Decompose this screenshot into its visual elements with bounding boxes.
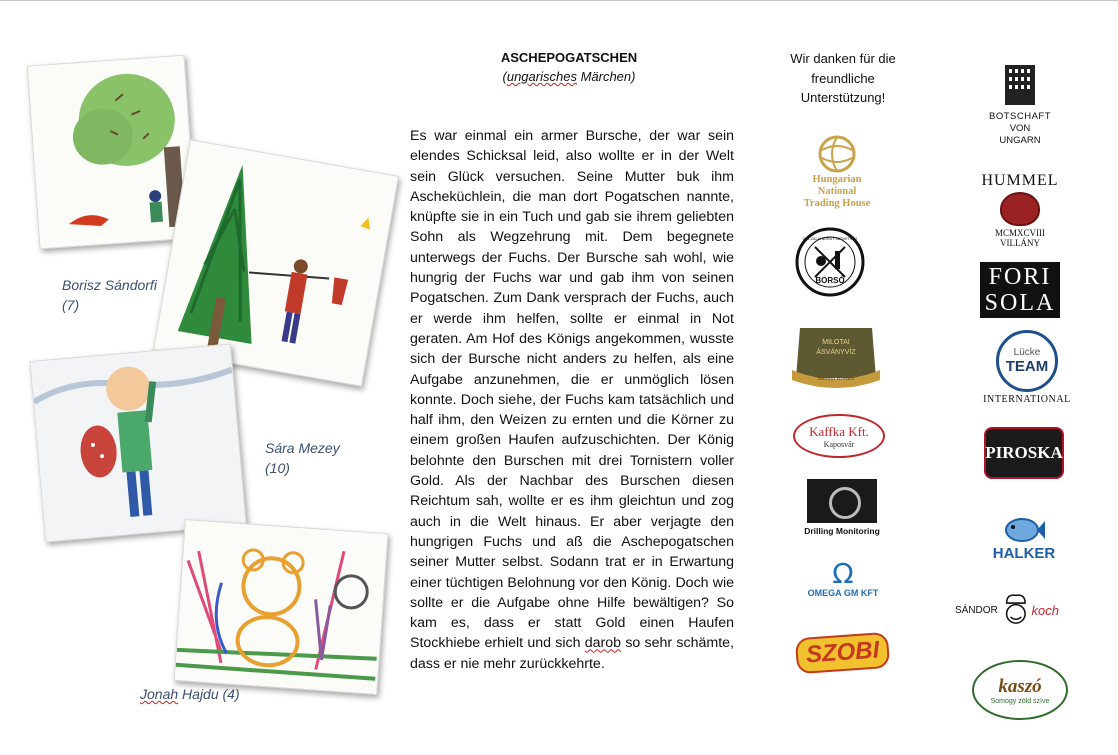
drawing-bear	[174, 519, 389, 695]
logo-botschaft-ungarn: BOTSCHAFT VON UNGARN	[978, 60, 1062, 150]
globe-icon	[817, 134, 857, 174]
story-text: Es war einmal ein armer Bursche, der war sein elendes Schicksal leid, also wollte er in der Welt sein Glück versuchen. Seine Mutter buk ihm Ascheküchlein, die man dort Pogatschen nannte, knüpfte sie in ein Tuch und gab sie ihrem geliebten Sohn als Wegzehrung mit. Dem begegnete unterwegs der Fuchs. Der Bursche sah wohl, wie hungrig der Fuchs war und gab ihm von seinen Pogatschen. Zum Dank versprach der Fuchs, auch er werde ihm helfen, sollte er einmal in Not geraten. Am Hof des Königs angekommen, wusste sich der Bursche nicht anders zu helfen, als eine Aufgabe anzunehmen, die er unmöglich lösen konnte. Doch siehe, der Fuchs kam tatsächlich und half ihm, den Weizen zu ernten und die Körner zu einem großen Haufen aufzuschichten. Der König belohnte den Burschen mit drei Tornistern voller Gold. Als der Nachbar des Burschen diesen Reichtum sah, wollte er es ihm gleichtun und zog auch in die Welt hinaus. Er aber verjagte den hungrigen Fuchs und aß die Aschepogatschen seiner Mutter selbst. Sodann trat er in Erwartung einer tüchtigen Belohnung vor den König. Doch wie sollte er die Aufgabe ohne Hilfe bewältigen? So kam es, dass er statt Gold einen Haufen Stockhiebe erhielt und sich darob so sehr schämte, dass er nie mehr zurückkehrte.	[410, 128, 734, 672]
logo-halker: HALKER	[984, 510, 1064, 566]
svg-text:MILOTAI: MILOTAI	[822, 339, 850, 346]
logo-lucke-team: Lücke TEAM INTERNATIONAL	[982, 328, 1072, 406]
artist-name: Borisz Sándorfi	[62, 277, 157, 293]
logo-fori-sola: FORI SOLA	[980, 262, 1060, 318]
top-border	[0, 0, 1118, 1]
drawing-tree-fox	[27, 55, 197, 250]
svg-text:BORSÓ: BORSÓ	[815, 276, 845, 285]
story-title: ASCHEPOGATSCHEN	[500, 50, 638, 65]
logo-piroska: PIROSKA	[984, 426, 1064, 480]
caption-sara	[265, 438, 340, 478]
logo-kaffka: Kaffka Kft. Kaposvár	[793, 414, 885, 458]
svg-text:Szántai Kovács: Szántai Kovács	[817, 376, 855, 382]
caption-jonah	[140, 684, 240, 704]
chef-icon	[1002, 587, 1030, 633]
artist-age: (7)	[62, 297, 80, 313]
svg-text:DÉL-ZALAI BORÚT SZÖVETSÉG: DÉL-ZALAI BORÚT SZÖVETSÉG	[802, 237, 858, 241]
logo-borso	[795, 227, 865, 297]
fish-icon	[1002, 515, 1046, 545]
artist-age: (10)	[265, 460, 290, 476]
logo-omega: Ω OMEGA GM KFT	[807, 557, 879, 598]
artist-name-age: Hajdu (4)	[178, 686, 240, 702]
omega-icon: Ω	[832, 557, 854, 590]
logo-kaszo: kaszó Somogy zöld szíve	[972, 660, 1068, 720]
svg-text:ÁSVÁNYVÍZ: ÁSVÁNYVÍZ	[816, 349, 856, 356]
caption-borisz	[62, 275, 157, 315]
artist-first-name: Jonah	[140, 686, 179, 702]
logo-szobi: SZOBI	[800, 630, 886, 676]
logo-sandor-koch: SÁNDOR koch	[955, 584, 1059, 636]
story-subtitle: (ungarisches Märchen)	[502, 69, 636, 84]
thanks-note: Wir danken für die freundliche Unterstützung!	[790, 51, 896, 105]
artist-name: Sára Mezey	[265, 440, 340, 456]
drawing-boy-pogatschen	[29, 344, 246, 543]
bee-icon	[1000, 192, 1040, 226]
building-icon	[1003, 63, 1037, 107]
logo-milotai	[790, 318, 882, 392]
logo-drilling-monitoring: Drilling Monitoring	[804, 473, 880, 541]
drill-icon	[807, 479, 877, 523]
logo-hummel: HUMMEL MCMXCVIII VILLÁNY	[981, 172, 1059, 248]
logo-hungarian-national-trading-house: Hungarian National Trading House	[790, 126, 884, 218]
